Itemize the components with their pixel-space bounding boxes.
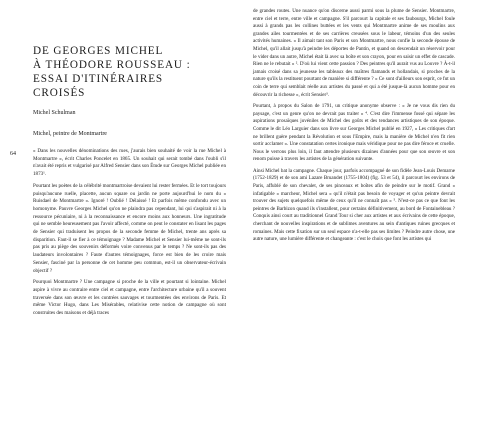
page-number: 64 bbox=[10, 151, 16, 157]
body-paragraph: « Dans les nouvelles dénominations des rues, j'aurais bien souhaité de voir la rue Michel à Montmartre », écrit Charles Poncelet en 1865. Un souhait qui serait tombé dans l'oubli s'il n'avait été repris et vulgarisé par Alfred Sensier dans son Étude sur Georges Michel publiée en 1873¹. bbox=[33, 148, 226, 178]
body-paragraph: de grandes routes. Une nuance qu'on discerne aussi parmi sous la plume de Sensier. Montmartre, entre ciel et terre, entre ville et campagne. S'il parcourt la capitale et ses faubourgs, Michel foule aussi à grands pas les collines buttées et les vents qui Montmartre anime de ses moulins aux grandes ailes tourmentées et de ses carrières creusées sous le labeur, témoins d'un des seules activités humaines. « Il aimait tant son Paris et son Montmartre, nous confie la seconde épouse de Michel, qu'il allait jusqu'à peindre les déportes de Pantin, et quand on descendait un réservoir pour le vider dans un autre, Michel était là avec sa boîte et son crayon, pour en saisir un effet de cascade. Rien ne le rebutait » ². D'où lui vient cette passion ? Des peintres qu'il aurait vus au Louvre ? À-t-il jamais croisé dans sa jeunesse les tableaux des maîtres flamands et hollandais, si proches de la nature qu'ils la restituent pourtant de manière si différente ? « Ce sont d'ailleurs son esprit, ce fut un coin de terre qui semblait réelle aux artistes du passé et qui a été jusque-là aucun homme pour en découvrir la richesse », écrit Sensier³. bbox=[253, 8, 455, 98]
author-name: Michel Schulman bbox=[33, 110, 76, 116]
section-subtitle: Michel, peintre de Montmartre bbox=[33, 131, 107, 137]
body-paragraph: Pourtant, à propos du Salon de 1791, un critique anonyme observe : « Je ne vous dis rien du paysage, c'est un genre qu'on ne devrait pas traiter » ⁴. C'est dire l'immense fossé qui sépare les aspirations prosaïques juvéniles de Michel des goûts et des tendances artistiques de son époque. Comme le dit Léo Larguier dans son livre sur Georges Michel publié en 1927, « Les critiques d'art ne brillent guère pendant la Révolution et sous l'Empire, mais la manière de Michel n'en fit rien sortir acclamer ». Une constatation certes ironique mais véridique pour ne pas dire féroce et cruelle. Nous le verrons plus loin, il faut attendre plusieurs dizaines d'années pour que son œuvre et son renom puisse à travers les artistes de la génération suivante. bbox=[253, 103, 455, 163]
article-title: DE GEORGES MICHEL À THÉODORE ROUSSEAU : ESSAI D'ITINÉRAIRES CROISÉS bbox=[33, 45, 191, 99]
body-paragraph: Pourquoi Montmartre ? Une campagne si proche de la ville et pourtant si lointaine. Michel aspire à vivre au contraire entre ciel et campagne, entre l'architecture urbaine qu'il a souvent traversée dans son œuvre et les contrées sauvages et tourmentées des environs de Paris. Et même Victor Hugo, dans Les Misérables, relativise cette notion de campagne où sont construites des maisons et déjà traces bbox=[33, 279, 226, 317]
left-column bbox=[33, 44, 226, 318]
body-paragraph: Ainsi Michel bat la campagne. Chaque jour, parfois accompagné de son fidèle Jean-Louis Demarne (1752-1829) et de son ami Lazare Bruandet (1755-1804) (fig. 53 et 54), il parcourt les environs de Paris, affublé de son chevalet, de ses pinceaux et boîtes afin de peindre sur le motif. Grand « infatigable » marcheur, Michel sera « qu'il n'était pas besoin de voyager et qu'un peintre devrait trouver des sujets quelquefois même de ceux qu'il ne connaît pas » ⁵. N'est-ce pas ce que font les peintres de Barbizon quand ils s'installent, pour certains définitivement, au bord de Fontainebleau ? Conquis ainsi court au traditionnel Grand Tour si cher aux artistes et aux écrivains de cette époque, cherchant de nouvelles inspirations et de sublimes aventures au sein d'antiques ruines grecques et romaines. Mais cette fixation sur un seul espace n'a-t-elle pas ses limites ? Peindre autre chose, une autre nature, une lumière différente et changeante : c'est le choix que font les artistes qui bbox=[253, 167, 455, 243]
body-paragraph: Pourtant les poètes de la célébrité montmartroise devaient lui rester fermées. Et le tort toujours puisqu'aucune ruelle, placette, aucun square ou jardin ne porte aujourd'hui le nom du « Ruisdael de Montmartre ». Ignoré ! Oublié ! Délaissé ! Et parfois même confondu avec un homonyme. Pauvre Georges Michel qu'on ne plaindra pas cependant, lui qui s'aspirait ni à la ressource pécuniaire, ni à la reconnaissance et encore moins aux honneurs. Une ingratitude qui ne semble heureusement pas l'avoir affecté, comme on peut le constater en lisant les pages de Sensier qui traduisent les propos de la seconde femme de Michel, trente ans après sa disparition. Faut-il se fier à ce témoignage ? Madame Michel et Sensier lui-même ne sont-ils pas pris au piège des souvenirs déformés voire convenus par le temps ? Ne sont-ils pas des laudateurs involontaires ? Faute d'autres témoignages, force est bien de les croire mais Sensier, fasciné par la personne de cet homme peu commun, est-il un observateur-écrivain objectif ? bbox=[33, 182, 226, 274]
right-column bbox=[253, 8, 455, 244]
